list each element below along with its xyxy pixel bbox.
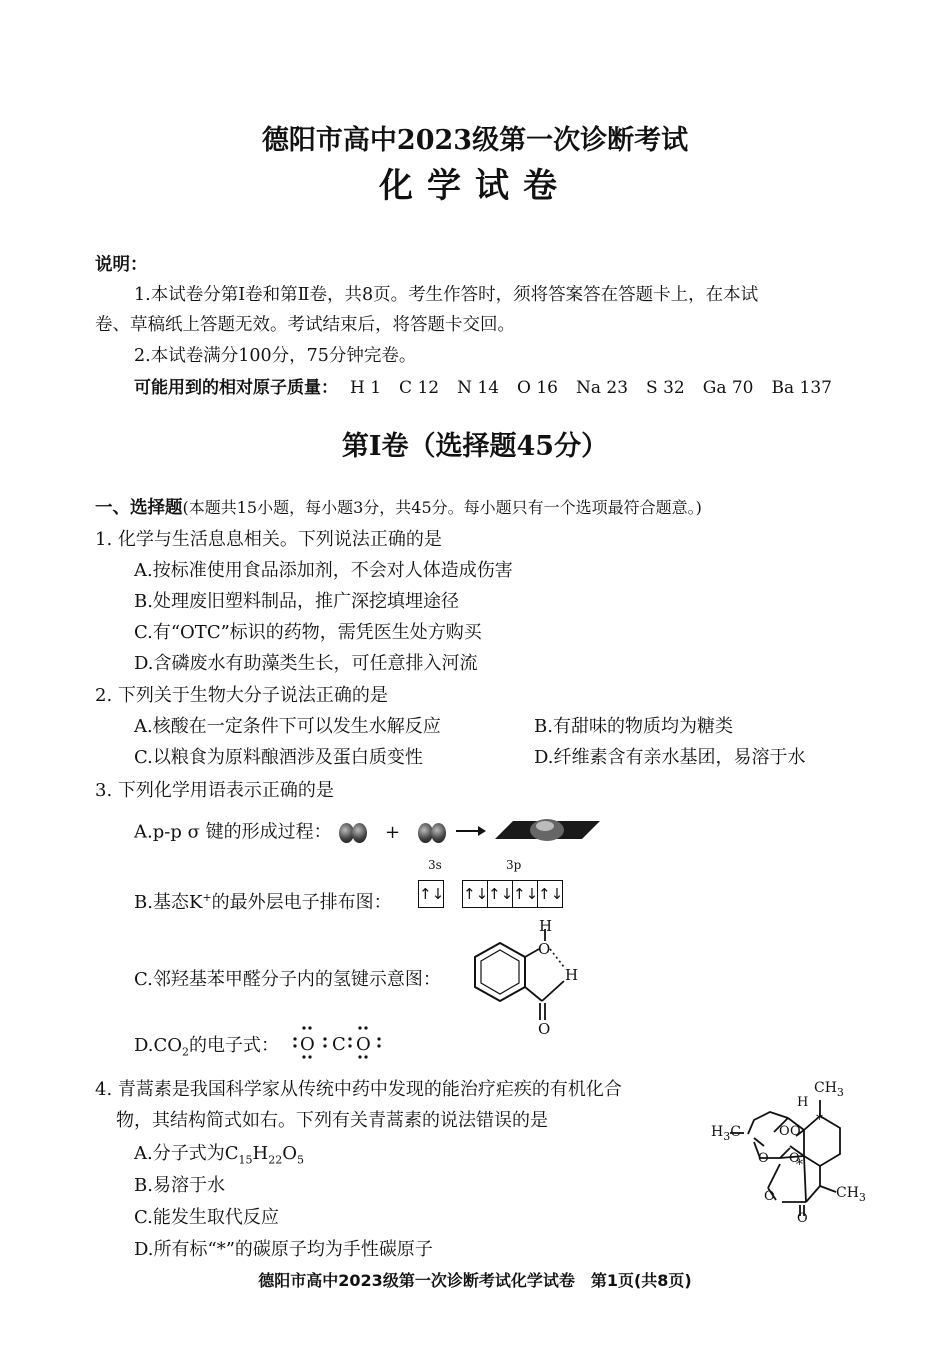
section-heading-label: 一、选择题 [95, 498, 183, 518]
chiral-star-1: * [816, 1112, 823, 1128]
struct-o-1: O [779, 1124, 790, 1139]
h3c-sub: 3 [723, 1129, 731, 1143]
q3-option-d [134, 1031, 279, 1059]
orbital-box: ↑↓ [513, 880, 538, 908]
h3c-c: C [730, 1124, 741, 1140]
svg-text:O: O [356, 1034, 371, 1055]
q2-option-c: C.以粮食为原料酿酒涉及蛋白质变性 [134, 747, 423, 768]
struct-o-4: O [789, 1151, 800, 1166]
struct-o-top: O [538, 940, 551, 958]
exam-title: 德阳市高中2023级第一次诊断考试 [261, 125, 689, 156]
mass-ga: Ga 70 [702, 378, 754, 398]
mass-h: H 1 [350, 378, 382, 398]
q4-stem-1: 4. 青蒿素是我国科学家从传统中药中发现的能治疗疟疾的有机化合 [95, 1079, 622, 1100]
label-3p: 3p [506, 858, 522, 872]
q3-option-c: C.邻羟基苯甲醛分子内的氢键示意图： [134, 969, 441, 990]
q3-option-d-sub: 2 [182, 1045, 190, 1059]
svg-text:C: C [332, 1034, 346, 1055]
mass-na: Na 23 [576, 378, 629, 398]
co2-lewis-structure [292, 1022, 387, 1066]
q4-option-d: D.所有标“*”的碳原子均为手性碳原子 [134, 1239, 433, 1260]
subject-title: 化学试卷 [379, 166, 571, 206]
section-heading-note: (本题共15小题，每小题3分，共45分。每小题只有一个选项最符合题意。) [182, 498, 702, 517]
q3-option-a [134, 815, 600, 850]
instructions-label: 说明： [95, 255, 148, 275]
q1-option-c: C.有“OTC”标识的药物，需凭医生处方购买 [134, 622, 482, 643]
q3-option-d-post: 的电子式： [189, 1035, 280, 1056]
struct-h-top: H [539, 917, 553, 935]
q4-a-mid: H [252, 1143, 269, 1164]
mass-s: S 32 [646, 378, 685, 398]
page-footer: 德阳市高中2023级第一次诊断考试化学试卷 第1页(共8页) [258, 1271, 692, 1290]
q4-a-mid2: O [282, 1143, 297, 1164]
q4-option-b: B.易溶于水 [134, 1175, 225, 1196]
q1-option-a: A.按标准使用食品添加剂，不会对人体造成伤害 [134, 560, 513, 581]
struct-h: H [797, 1095, 809, 1110]
mass-c: C 12 [399, 378, 440, 398]
q3-stem: 3. 下列化学用语表示正确的是 [95, 780, 334, 801]
atomic-masses-label: 可能用到的相对原子质量： [134, 378, 338, 398]
ch3-right-text: CH [836, 1185, 859, 1201]
orbital-box: ↑↓ [538, 880, 563, 908]
struct-o-bottom: O [538, 1020, 551, 1038]
struct-ch3-top [814, 1080, 844, 1099]
h3c-h: H [711, 1124, 724, 1140]
instruction-2: 2.本试卷满分100分，75分钟完卷。 [134, 346, 417, 366]
ch3-top-text: CH [814, 1080, 837, 1096]
section-heading [95, 494, 702, 519]
struct-o-3: O [758, 1151, 769, 1166]
q3-option-b-post: 的最外层电子排布图： [211, 892, 392, 913]
q2-stem: 2. 下列关于生物大分子说法正确的是 [95, 685, 388, 706]
label-3s: 3s [428, 858, 442, 872]
atomic-masses [134, 373, 850, 398]
struct-h-right: H [565, 966, 579, 984]
orbital-box: ↑↓ [418, 880, 444, 908]
q3-option-a-label: A.p-p σ 键的形成过程： [134, 821, 332, 843]
q4-option-c: C.能发生取代反应 [134, 1207, 279, 1228]
reaction-arrow-icon [456, 822, 486, 843]
sigma-bond-icon [495, 815, 600, 850]
q2-option-a: A.核酸在一定条件下可以发生水解反应 [134, 716, 441, 737]
mass-o: O 16 [517, 378, 558, 398]
struct-ch3-right [836, 1185, 866, 1204]
orbital-3s [418, 880, 444, 908]
q4-option-a [134, 1139, 304, 1167]
q1-option-b: B.处理废旧塑料制品，推广深挖填埋途径 [134, 591, 459, 612]
plus-sign: + [385, 821, 401, 843]
q1-option-d: D.含磷废水有助藻类生长，可任意排入河流 [134, 653, 478, 674]
struct-o-6: O [797, 1211, 808, 1226]
p-orbital-icon-2 [418, 822, 446, 843]
mass-ba: Ba 137 [771, 378, 832, 398]
q4-a-sub3: 5 [296, 1153, 304, 1167]
mass-n: N 14 [457, 378, 500, 398]
struct-o-2: O [790, 1124, 801, 1139]
instruction-1-cont: 卷、草稿纸上答题无效。考试结束后，将答题卡交回。 [95, 315, 515, 335]
q2-option-d: D.纤维素含有亲水基团，易溶于水 [534, 747, 806, 768]
q4-a-pre: A.分子式为C [134, 1143, 239, 1164]
q3-option-b [134, 888, 392, 914]
q3-option-b-pre: B.基态K [134, 892, 203, 913]
svg-text:O: O [300, 1034, 315, 1055]
orbital-box: ↑↓ [462, 880, 488, 908]
q4-stem-2: 物，其结构简式如右。下列有关青蒿素的说法错误的是 [116, 1110, 548, 1131]
instruction-1: 1.本试卷分第Ⅰ卷和第Ⅱ卷，共8页。考生作答时，须将答案答在答题卡上，在本试 [134, 285, 759, 305]
section-title: 第Ⅰ卷（选择题45分） [341, 431, 609, 462]
orbital-3p [462, 880, 563, 908]
chiral-star-2: * [796, 1157, 803, 1173]
ch3-top-sub: 3 [836, 1085, 844, 1099]
q4-a-sub1: 15 [238, 1153, 253, 1167]
q2-option-b: B.有甜味的物质均为糖类 [534, 716, 733, 737]
struct-o-5: O [764, 1189, 775, 1204]
p-orbital-icon [339, 822, 367, 843]
ch3-right-sub: 3 [858, 1190, 866, 1204]
q1-stem: 1. 化学与生活息息相关。下列说法正确的是 [95, 529, 442, 550]
struct-h3c [711, 1124, 741, 1143]
q3-option-b-sup: + [202, 891, 212, 904]
q4-a-sub2: 22 [268, 1153, 283, 1167]
orbital-box: ↑↓ [488, 880, 513, 908]
q3-option-d-pre: D.CO [134, 1035, 183, 1056]
